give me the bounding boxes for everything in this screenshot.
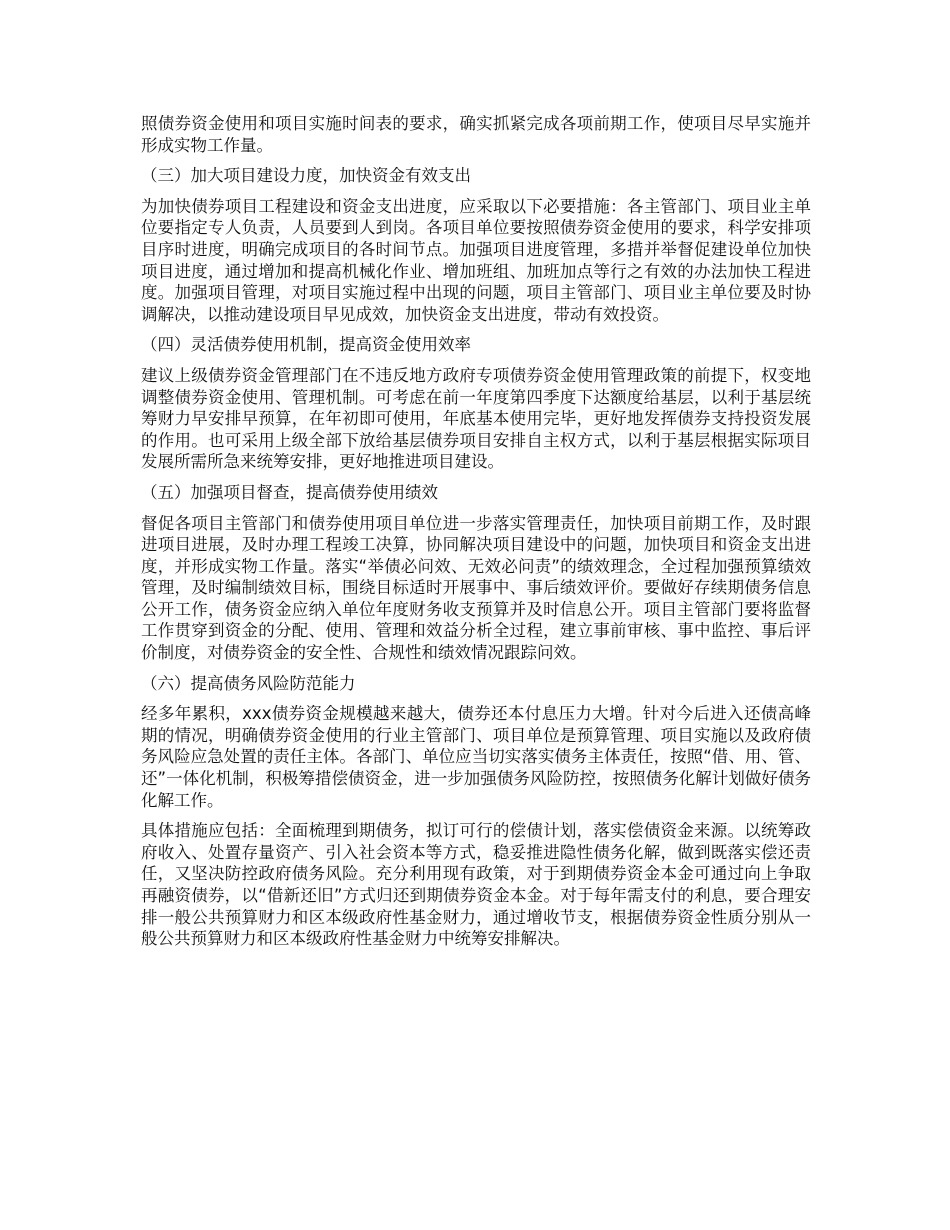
document-page	[141, 113, 811, 959]
paragraph-section-5: 督促各项目主管部门和债券使用项目单位进一步落实管理责任，加快项目前期工作，及时跟进项目进展，及时办理工程竣工决算，协同解决项目建设中的问题，加快项目和资金支出进度，并形成实物工作量。落实“举债必问效、无效必问责”的绩效理念，全过程加强预算绩效管理，及时编制绩效目标，围绕目标适时开展事中、事后绩效评价。要做好存续期债务信息公开工作，债务资金应纳入单位年度财务收支预算并及时信息公开。项目主管部门要将监督工作贯穿到资金的分配、使用、管理和效益分析全过程，建立事前审核、事中监控、事后评价制度，对债券资金的安全性、合规性和绩效情况跟踪问效。	[141, 513, 811, 663]
paragraph-section-4: 建议上级债券资金管理部门在不违反地方政府专项债券资金使用管理政策的前提下，权变地调整债券资金使用、管理机制。可考虑在前一年度第四季度下达额度给基层，以利于基层统筹财力早安排早预算，在年初即可使用，年底基本使用完毕，更好地发挥债券支持投资发展的作用。也可采用上级全部下放给基层债券项目安排自主权方式，以利于基层根据实际项目发展所需所急来统筹安排，更好地推进项目建设。	[141, 365, 811, 472]
section-heading-6: （六）提高债务风险防范能力	[141, 673, 356, 693]
paragraph-section-6-b: 具体措施应包括：全面梳理到期债务，拟订可行的偿债计划，落实偿债资金来源。以统筹政府收入、处置存量资产、引入社会资本等方式，稳妥推进隐性债务化解，做到既落实偿还责任，又坚决防控政府债务风险。充分利用现有政策，对于到期债券资金本金可通过向上争取再融资债券，以“借新还旧”方式归还到期债券资金本金。对于每年需支付的利息，要合理安排一般公共预算财力和区本级政府性基金财力，通过增收节支，根据债券资金性质分别从一般公共预算财力和区本级政府性基金财力中统筹安排解决。	[141, 821, 811, 949]
section-heading-3: （三）加大项目建设力度，加快资金有效支出	[141, 166, 471, 186]
paragraph-intro-continuation: 照债券资金使用和项目实施时间表的要求，确实抓紧完成各项前期工作，使项目尽早实施并形成实物工作量。	[141, 114, 811, 155]
section-heading-5: （五）加强项目督查，提高债券使用绩效	[141, 482, 438, 502]
paragraph-section-3: 为加快债券项目工程建设和资金支出进度，应采取以下必要措施：各主管部门、项目业主单位要指定专人负责，人员要到人到岗。各项目单位要按照债券资金使用的要求，科学安排项目序时进度，明确完成项目的各时间节点。加强项目进度管理，多措并举督促建设单位加快项目进度，通过增加和提高机械化作业、增加班组、加班加点等行之有效的办法加快工程进度。加强项目管理，对项目实施过程中出现的问题，项目主管部门、项目业主单位要及时协调解决，以推动建设项目早见成效，加快资金支出进度，带动有效投资。	[141, 196, 811, 324]
paragraph-section-6-a: 经多年累积，xxx债券资金规模越来越大，债券还本付息压力大增。针对今后进入还债高峰期的情况，明确债券资金使用的行业主管部门、项目单位是预算管理、项目实施以及政府债务风险应急处置的责任主体。各部门、单位应当切实落实债务主体责任，按照“借、用、管、还”一体化机制，积极筹措偿债资金，进一步加强债务风险防控，按照债务化解计划做好债务化解工作。	[141, 704, 811, 810]
section-heading-4: （四）灵活债券使用机制，提高资金使用效率	[141, 335, 471, 355]
